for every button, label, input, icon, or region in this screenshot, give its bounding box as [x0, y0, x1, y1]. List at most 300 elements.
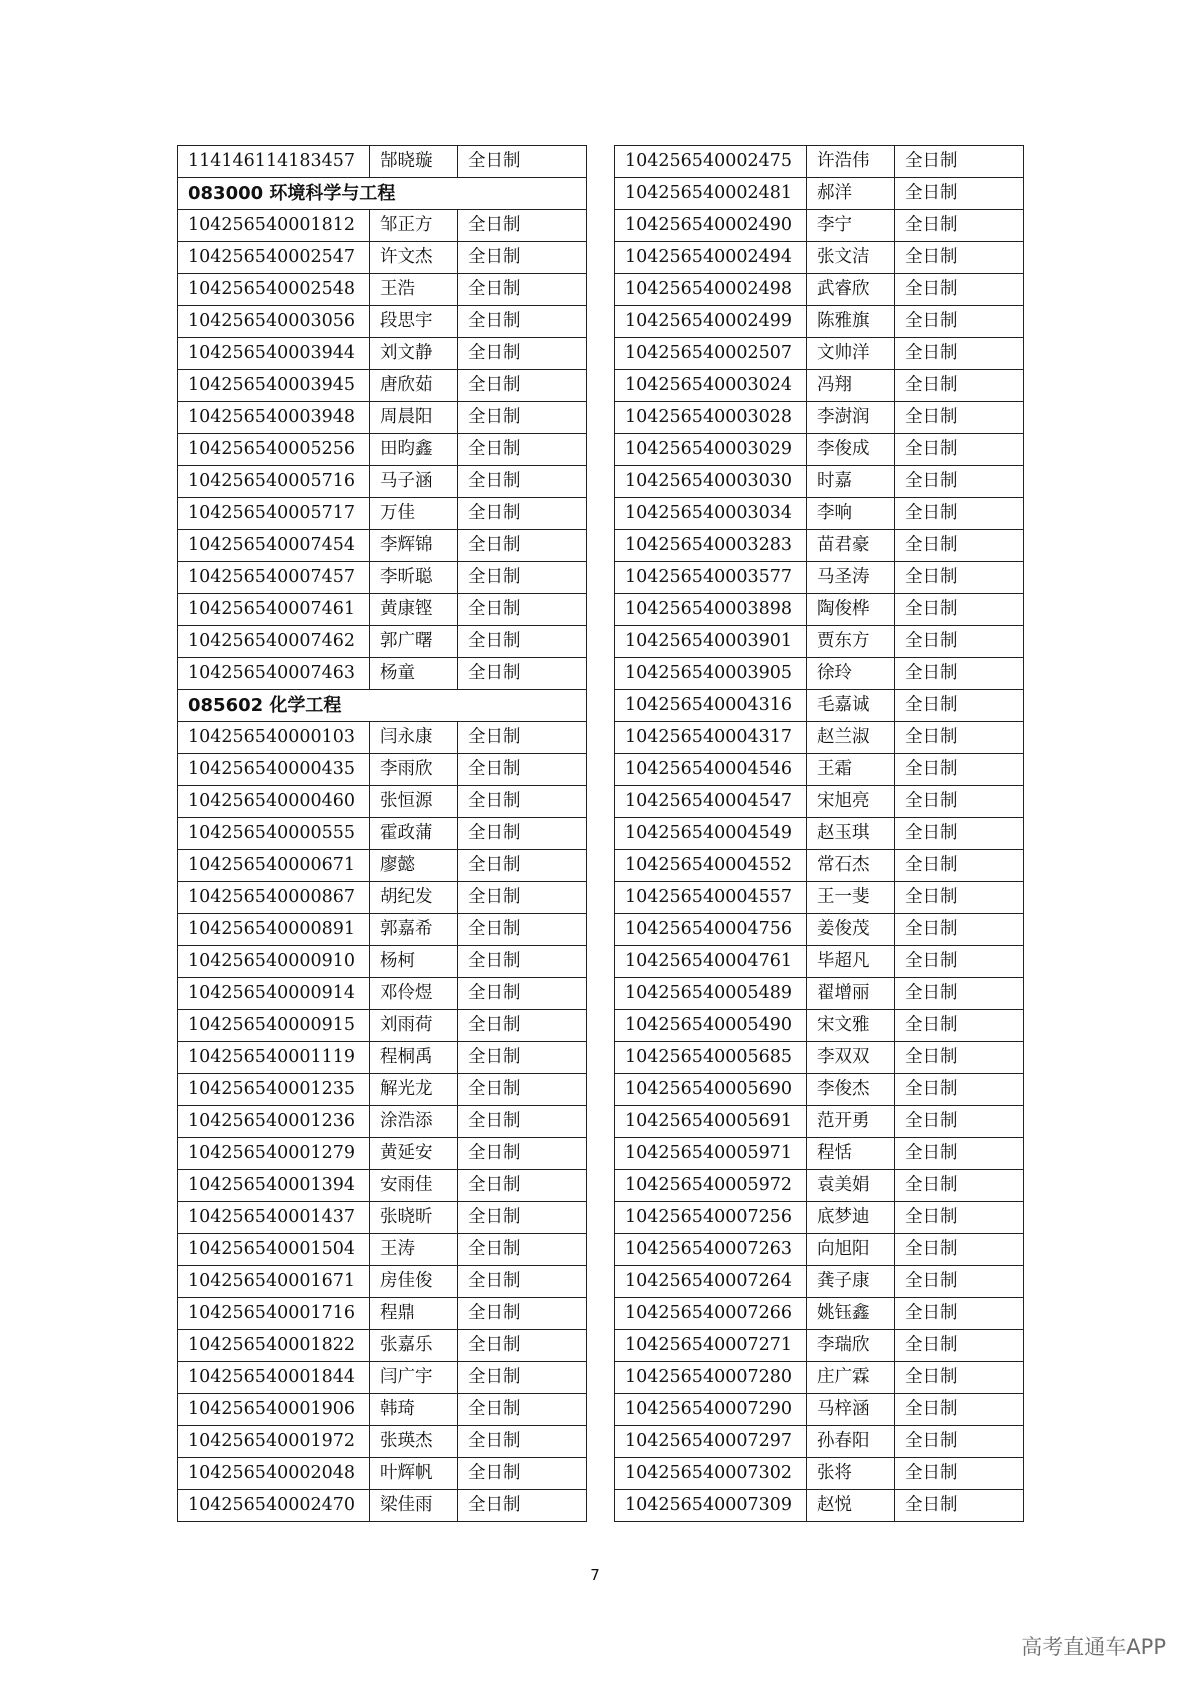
- candidate-id-cell: 104256540000891: [178, 914, 370, 946]
- study-mode-cell: 全日制: [895, 1138, 1024, 1170]
- candidate-id-cell: 104256540005690: [615, 1074, 807, 1106]
- candidate-id-cell: 104256540001119: [178, 1042, 370, 1074]
- study-mode-cell: 全日制: [895, 434, 1024, 466]
- candidate-id-cell: 104256540002494: [615, 242, 807, 274]
- table-row: [615, 946, 1024, 978]
- candidate-id-cell: 104256540001437: [178, 1202, 370, 1234]
- candidate-id-cell: 104256540003948: [178, 402, 370, 434]
- admission-list-left-table: [177, 145, 587, 1522]
- candidate-name-cell: 杨童: [370, 658, 458, 690]
- table-row: [178, 658, 587, 690]
- candidate-id-cell: 104256540002507: [615, 338, 807, 370]
- table-row: [615, 1394, 1024, 1426]
- candidate-name-cell: 李双双: [807, 1042, 895, 1074]
- candidate-name-cell: 张嘉乐: [370, 1330, 458, 1362]
- candidate-name-cell: 冯翔: [807, 370, 895, 402]
- table-row: [615, 1042, 1024, 1074]
- candidate-name-cell: 唐欣茹: [370, 370, 458, 402]
- candidate-id-cell: 104256540002481: [615, 178, 807, 210]
- candidate-id-cell: 104256540007457: [178, 562, 370, 594]
- study-mode-cell: 全日制: [895, 402, 1024, 434]
- study-mode-cell: 全日制: [458, 786, 587, 818]
- table-row: [615, 690, 1024, 722]
- study-mode-cell: 全日制: [895, 562, 1024, 594]
- table-row: [178, 626, 587, 658]
- table-row: [615, 402, 1024, 434]
- candidate-id-cell: 104256540002490: [615, 210, 807, 242]
- candidate-id-cell: 104256540007309: [615, 1490, 807, 1522]
- candidate-name-cell: 李昕聪: [370, 562, 458, 594]
- candidate-name-cell: 段思宇: [370, 306, 458, 338]
- study-mode-cell: 全日制: [458, 1010, 587, 1042]
- candidate-id-cell: 104256540000910: [178, 946, 370, 978]
- table-row: [178, 978, 587, 1010]
- candidate-id-cell: 104256540004547: [615, 786, 807, 818]
- candidate-name-cell: 龚子康: [807, 1266, 895, 1298]
- candidate-id-cell: 104256540005256: [178, 434, 370, 466]
- study-mode-cell: 全日制: [895, 1266, 1024, 1298]
- candidate-name-cell: 闫广宇: [370, 1362, 458, 1394]
- candidate-name-cell: 杨柯: [370, 946, 458, 978]
- candidate-id-cell: 104256540005489: [615, 978, 807, 1010]
- study-mode-cell: 全日制: [458, 562, 587, 594]
- candidate-id-cell: 104256540001716: [178, 1298, 370, 1330]
- candidate-name-cell: 张晓昕: [370, 1202, 458, 1234]
- table-row: [178, 498, 587, 530]
- table-row: [615, 1298, 1024, 1330]
- study-mode-cell: 全日制: [895, 466, 1024, 498]
- study-mode-cell: 全日制: [458, 1042, 587, 1074]
- table-row: [178, 1490, 587, 1522]
- table-row: [615, 1010, 1024, 1042]
- study-mode-cell: 全日制: [458, 1298, 587, 1330]
- candidate-name-cell: 郜晓璇: [370, 146, 458, 178]
- table-row: [178, 754, 587, 786]
- table-row: [178, 466, 587, 498]
- candidate-id-cell: 104256540004317: [615, 722, 807, 754]
- candidate-name-cell: 赵兰淑: [807, 722, 895, 754]
- candidate-id-cell: 104256540005685: [615, 1042, 807, 1074]
- candidate-id-cell: 104256540003944: [178, 338, 370, 370]
- candidate-name-cell: 李响: [807, 498, 895, 530]
- candidate-name-cell: 姜俊茂: [807, 914, 895, 946]
- study-mode-cell: 全日制: [895, 1458, 1024, 1490]
- candidate-id-cell: 104256540007256: [615, 1202, 807, 1234]
- study-mode-cell: 全日制: [458, 146, 587, 178]
- table-row: [178, 786, 587, 818]
- candidate-name-cell: 宋文雅: [807, 1010, 895, 1042]
- candidate-name-cell: 万佳: [370, 498, 458, 530]
- study-mode-cell: 全日制: [458, 1170, 587, 1202]
- candidate-id-cell: 104256540002048: [178, 1458, 370, 1490]
- study-mode-cell: 全日制: [458, 1394, 587, 1426]
- study-mode-cell: 全日制: [458, 1490, 587, 1522]
- table-row: [178, 1106, 587, 1138]
- table-row: [178, 402, 587, 434]
- candidate-id-cell: 104256540004316: [615, 690, 807, 722]
- table-row: [615, 498, 1024, 530]
- table-row: [178, 1458, 587, 1490]
- candidate-id-cell: 104256540007264: [615, 1266, 807, 1298]
- table-row: [178, 338, 587, 370]
- candidate-name-cell: 赵玉琪: [807, 818, 895, 850]
- section-header-row: [178, 178, 587, 210]
- study-mode-cell: 全日制: [895, 1426, 1024, 1458]
- study-mode-cell: 全日制: [458, 434, 587, 466]
- table-row: [615, 1138, 1024, 1170]
- candidate-name-cell: 王霜: [807, 754, 895, 786]
- candidate-name-cell: 李瑞欣: [807, 1330, 895, 1362]
- candidate-id-cell: 104256540000867: [178, 882, 370, 914]
- candidate-name-cell: 时嘉: [807, 466, 895, 498]
- candidate-id-cell: 104256540001844: [178, 1362, 370, 1394]
- study-mode-cell: 全日制: [895, 978, 1024, 1010]
- study-mode-cell: 全日制: [458, 1234, 587, 1266]
- table-row: [615, 434, 1024, 466]
- candidate-name-cell: 霍政蒲: [370, 818, 458, 850]
- study-mode-cell: 全日制: [895, 754, 1024, 786]
- study-mode-cell: 全日制: [895, 1042, 1024, 1074]
- study-mode-cell: 全日制: [458, 242, 587, 274]
- table-row: [178, 1234, 587, 1266]
- candidate-name-cell: 郭嘉希: [370, 914, 458, 946]
- table-row: [178, 306, 587, 338]
- candidate-id-cell: 104256540001822: [178, 1330, 370, 1362]
- table-row: [178, 146, 587, 178]
- candidate-name-cell: 李雨欣: [370, 754, 458, 786]
- table-row: [615, 1074, 1024, 1106]
- candidate-name-cell: 李辉锦: [370, 530, 458, 562]
- table-row: [178, 850, 587, 882]
- study-mode-cell: 全日制: [458, 914, 587, 946]
- candidate-id-cell: 104256540005691: [615, 1106, 807, 1138]
- table-row: [615, 1234, 1024, 1266]
- study-mode-cell: 全日制: [895, 178, 1024, 210]
- study-mode-cell: 全日制: [458, 530, 587, 562]
- candidate-name-cell: 黄延安: [370, 1138, 458, 1170]
- candidate-name-cell: 郝洋: [807, 178, 895, 210]
- candidate-id-cell: 104256540003029: [615, 434, 807, 466]
- candidate-name-cell: 程桐禹: [370, 1042, 458, 1074]
- study-mode-cell: 全日制: [458, 1202, 587, 1234]
- candidate-id-cell: 104256540001235: [178, 1074, 370, 1106]
- candidate-name-cell: 马圣涛: [807, 562, 895, 594]
- candidate-id-cell: 104256540007302: [615, 1458, 807, 1490]
- table-row: [615, 754, 1024, 786]
- candidate-id-cell: 104256540007463: [178, 658, 370, 690]
- candidate-name-cell: 李俊成: [807, 434, 895, 466]
- study-mode-cell: 全日制: [458, 274, 587, 306]
- candidate-name-cell: 袁美娟: [807, 1170, 895, 1202]
- candidate-id-cell: 104256540000671: [178, 850, 370, 882]
- study-mode-cell: 全日制: [458, 626, 587, 658]
- candidate-id-cell: 104256540001972: [178, 1426, 370, 1458]
- study-mode-cell: 全日制: [895, 818, 1024, 850]
- table-row: [615, 594, 1024, 626]
- candidate-name-cell: 姚钰鑫: [807, 1298, 895, 1330]
- section-title: 083000 环境科学与工程: [178, 178, 587, 210]
- table-row: [178, 530, 587, 562]
- table-row: [178, 1394, 587, 1426]
- table-row: [615, 658, 1024, 690]
- study-mode-cell: 全日制: [458, 1458, 587, 1490]
- study-mode-cell: 全日制: [895, 1490, 1024, 1522]
- study-mode-cell: 全日制: [458, 1074, 587, 1106]
- study-mode-cell: 全日制: [458, 818, 587, 850]
- table-row: [615, 530, 1024, 562]
- candidate-name-cell: 梁佳雨: [370, 1490, 458, 1522]
- candidate-name-cell: 周晨阳: [370, 402, 458, 434]
- candidate-id-cell: 104256540003024: [615, 370, 807, 402]
- candidate-id-cell: 104256540001394: [178, 1170, 370, 1202]
- admission-list-right-table: [614, 145, 1024, 1522]
- candidate-name-cell: 胡纪发: [370, 882, 458, 914]
- table-row: [615, 818, 1024, 850]
- candidate-name-cell: 孙春阳: [807, 1426, 895, 1458]
- table-row: [615, 1202, 1024, 1234]
- candidate-name-cell: 向旭阳: [807, 1234, 895, 1266]
- table-row: [615, 370, 1024, 402]
- candidate-name-cell: 常石杰: [807, 850, 895, 882]
- study-mode-cell: 全日制: [895, 1330, 1024, 1362]
- candidate-name-cell: 马子涵: [370, 466, 458, 498]
- table-row: [178, 1330, 587, 1362]
- candidate-id-cell: 104256540007266: [615, 1298, 807, 1330]
- table-row: [615, 338, 1024, 370]
- candidate-id-cell: 104256540002475: [615, 146, 807, 178]
- candidate-id-cell: 104256540007280: [615, 1362, 807, 1394]
- study-mode-cell: 全日制: [458, 402, 587, 434]
- candidate-name-cell: 苗君豪: [807, 530, 895, 562]
- candidate-id-cell: 104256540003030: [615, 466, 807, 498]
- study-mode-cell: 全日制: [895, 370, 1024, 402]
- table-row: [615, 1490, 1024, 1522]
- section-header-row: [178, 690, 587, 722]
- table-row: [615, 562, 1024, 594]
- table-row: [178, 946, 587, 978]
- watermark-text: 高考直通车APP: [1021, 1635, 1166, 1659]
- candidate-id-cell: 104256540003945: [178, 370, 370, 402]
- table-row: [615, 466, 1024, 498]
- candidate-name-cell: 李俊杰: [807, 1074, 895, 1106]
- candidate-id-cell: 104256540000914: [178, 978, 370, 1010]
- candidate-id-cell: 104256540001906: [178, 1394, 370, 1426]
- candidate-id-cell: 104256540002547: [178, 242, 370, 274]
- table-row: [178, 1170, 587, 1202]
- candidate-name-cell: 张将: [807, 1458, 895, 1490]
- study-mode-cell: 全日制: [458, 1266, 587, 1298]
- candidate-name-cell: 张恒源: [370, 786, 458, 818]
- table-row: [615, 882, 1024, 914]
- table-row: [615, 146, 1024, 178]
- candidate-id-cell: 104256540005717: [178, 498, 370, 530]
- candidate-id-cell: 104256540007263: [615, 1234, 807, 1266]
- table-row: [615, 1170, 1024, 1202]
- study-mode-cell: 全日制: [458, 370, 587, 402]
- table-row: [615, 1266, 1024, 1298]
- study-mode-cell: 全日制: [895, 626, 1024, 658]
- candidate-name-cell: 邹正方: [370, 210, 458, 242]
- table-row: [178, 722, 587, 754]
- study-mode-cell: 全日制: [458, 1106, 587, 1138]
- candidate-id-cell: 104256540000555: [178, 818, 370, 850]
- candidate-name-cell: 毕超凡: [807, 946, 895, 978]
- study-mode-cell: 全日制: [895, 274, 1024, 306]
- candidate-name-cell: 王一斐: [807, 882, 895, 914]
- candidate-name-cell: 房佳俊: [370, 1266, 458, 1298]
- study-mode-cell: 全日制: [458, 946, 587, 978]
- candidate-id-cell: 104256540000460: [178, 786, 370, 818]
- candidate-id-cell: 104256540003905: [615, 658, 807, 690]
- candidate-name-cell: 范开勇: [807, 1106, 895, 1138]
- candidate-id-cell: 104256540001504: [178, 1234, 370, 1266]
- study-mode-cell: 全日制: [895, 338, 1024, 370]
- candidate-name-cell: 叶辉帆: [370, 1458, 458, 1490]
- study-mode-cell: 全日制: [895, 1234, 1024, 1266]
- study-mode-cell: 全日制: [895, 1202, 1024, 1234]
- table-row: [178, 210, 587, 242]
- candidate-id-cell: 104256540001236: [178, 1106, 370, 1138]
- study-mode-cell: 全日制: [895, 210, 1024, 242]
- candidate-id-cell: 104256540000915: [178, 1010, 370, 1042]
- candidate-name-cell: 陶俊桦: [807, 594, 895, 626]
- candidate-name-cell: 翟增丽: [807, 978, 895, 1010]
- candidate-name-cell: 程鼎: [370, 1298, 458, 1330]
- table-row: [178, 914, 587, 946]
- candidate-name-cell: 闫永康: [370, 722, 458, 754]
- candidate-name-cell: 王浩: [370, 274, 458, 306]
- study-mode-cell: 全日制: [895, 242, 1024, 274]
- study-mode-cell: 全日制: [458, 594, 587, 626]
- study-mode-cell: 全日制: [895, 146, 1024, 178]
- study-mode-cell: 全日制: [895, 498, 1024, 530]
- candidate-name-cell: 邓伶煜: [370, 978, 458, 1010]
- study-mode-cell: 全日制: [895, 658, 1024, 690]
- study-mode-cell: 全日制: [895, 850, 1024, 882]
- study-mode-cell: 全日制: [895, 882, 1024, 914]
- candidate-id-cell: 104256540004756: [615, 914, 807, 946]
- candidate-id-cell: 104256540004552: [615, 850, 807, 882]
- candidate-name-cell: 许浩伟: [807, 146, 895, 178]
- table-row: [178, 882, 587, 914]
- candidate-id-cell: 104256540002470: [178, 1490, 370, 1522]
- table-row: [615, 626, 1024, 658]
- candidate-id-cell: 104256540002498: [615, 274, 807, 306]
- section-title: 085602 化学工程: [178, 690, 587, 722]
- table-row: [178, 562, 587, 594]
- candidate-id-cell: 104256540007271: [615, 1330, 807, 1362]
- study-mode-cell: 全日制: [895, 914, 1024, 946]
- study-mode-cell: 全日制: [458, 210, 587, 242]
- table-row: [615, 914, 1024, 946]
- study-mode-cell: 全日制: [895, 306, 1024, 338]
- table-row: [178, 434, 587, 466]
- candidate-id-cell: 104256540001671: [178, 1266, 370, 1298]
- candidate-id-cell: 104256540000435: [178, 754, 370, 786]
- table-row: [615, 210, 1024, 242]
- candidate-id-cell: 104256540005716: [178, 466, 370, 498]
- candidate-id-cell: 104256540004557: [615, 882, 807, 914]
- table-row: [615, 242, 1024, 274]
- candidate-name-cell: 程恬: [807, 1138, 895, 1170]
- candidate-id-cell: 104256540007290: [615, 1394, 807, 1426]
- candidate-name-cell: 田昀鑫: [370, 434, 458, 466]
- candidate-name-cell: 廖懿: [370, 850, 458, 882]
- study-mode-cell: 全日制: [458, 978, 587, 1010]
- study-mode-cell: 全日制: [458, 466, 587, 498]
- candidate-name-cell: 安雨佳: [370, 1170, 458, 1202]
- table-row: [615, 178, 1024, 210]
- candidate-name-cell: 涂浩添: [370, 1106, 458, 1138]
- table-row: [178, 274, 587, 306]
- candidate-id-cell: 104256540003034: [615, 498, 807, 530]
- table-row: [615, 850, 1024, 882]
- candidate-id-cell: 104256540003898: [615, 594, 807, 626]
- candidate-name-cell: 张文洁: [807, 242, 895, 274]
- candidate-name-cell: 王涛: [370, 1234, 458, 1266]
- table-row: [615, 1458, 1024, 1490]
- candidate-name-cell: 解光龙: [370, 1074, 458, 1106]
- table-row: [615, 1426, 1024, 1458]
- candidate-id-cell: 104256540005972: [615, 1170, 807, 1202]
- candidate-name-cell: 赵悦: [807, 1490, 895, 1522]
- table-row: [615, 978, 1024, 1010]
- table-row: [178, 594, 587, 626]
- candidate-name-cell: 毛嘉诚: [807, 690, 895, 722]
- candidate-id-cell: 104256540005490: [615, 1010, 807, 1042]
- candidate-id-cell: 104256540003901: [615, 626, 807, 658]
- candidate-id-cell: 104256540002499: [615, 306, 807, 338]
- candidate-id-cell: 104256540003283: [615, 530, 807, 562]
- candidate-id-cell: 114146114183457: [178, 146, 370, 178]
- study-mode-cell: 全日制: [458, 1138, 587, 1170]
- table-row: [615, 274, 1024, 306]
- candidate-name-cell: 李宁: [807, 210, 895, 242]
- study-mode-cell: 全日制: [895, 786, 1024, 818]
- candidate-id-cell: 104256540004546: [615, 754, 807, 786]
- candidate-id-cell: 104256540004549: [615, 818, 807, 850]
- study-mode-cell: 全日制: [458, 850, 587, 882]
- study-mode-cell: 全日制: [458, 722, 587, 754]
- candidate-id-cell: 104256540000103: [178, 722, 370, 754]
- candidate-name-cell: 张瑛杰: [370, 1426, 458, 1458]
- candidate-name-cell: 徐玲: [807, 658, 895, 690]
- table-row: [615, 722, 1024, 754]
- candidate-name-cell: 陈雅旗: [807, 306, 895, 338]
- candidate-id-cell: 104256540003056: [178, 306, 370, 338]
- candidate-name-cell: 庄广霖: [807, 1362, 895, 1394]
- study-mode-cell: 全日制: [458, 338, 587, 370]
- candidate-name-cell: 刘文静: [370, 338, 458, 370]
- candidate-name-cell: 贾东方: [807, 626, 895, 658]
- study-mode-cell: 全日制: [895, 1074, 1024, 1106]
- candidate-name-cell: 马梓涵: [807, 1394, 895, 1426]
- candidate-name-cell: 刘雨荷: [370, 1010, 458, 1042]
- candidate-id-cell: 104256540001812: [178, 210, 370, 242]
- table-row: [178, 1138, 587, 1170]
- candidate-name-cell: 文帅洋: [807, 338, 895, 370]
- table-row: [178, 1266, 587, 1298]
- candidate-name-cell: 武睿欣: [807, 274, 895, 306]
- study-mode-cell: 全日制: [458, 498, 587, 530]
- study-mode-cell: 全日制: [458, 1330, 587, 1362]
- study-mode-cell: 全日制: [895, 1394, 1024, 1426]
- study-mode-cell: 全日制: [895, 946, 1024, 978]
- table-row: [615, 786, 1024, 818]
- candidate-name-cell: 韩琦: [370, 1394, 458, 1426]
- candidate-id-cell: 104256540005971: [615, 1138, 807, 1170]
- candidate-name-cell: 宋旭亮: [807, 786, 895, 818]
